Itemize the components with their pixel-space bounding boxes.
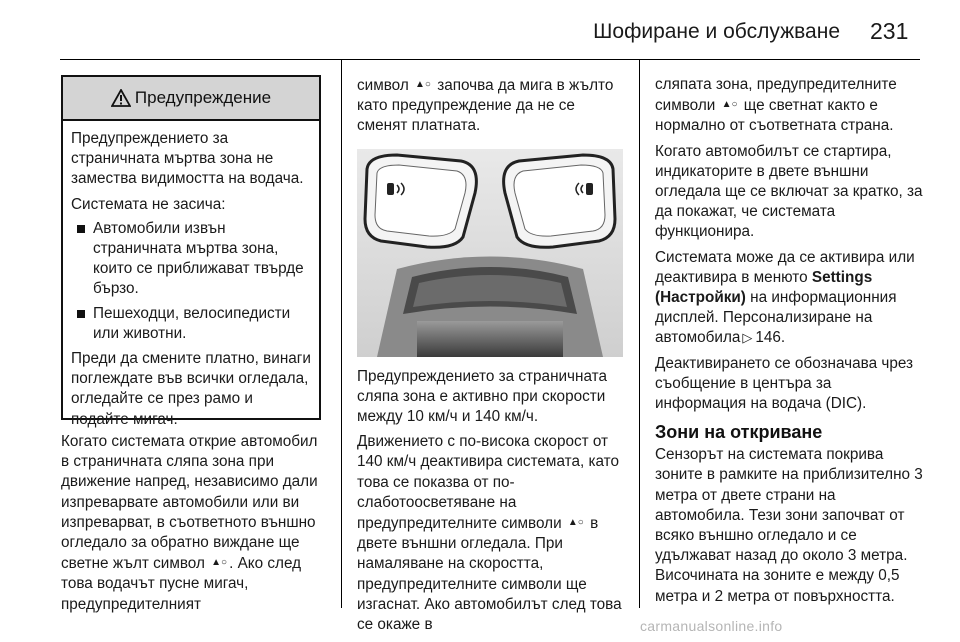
warning-paragraph-2: Системата не засича:: [71, 195, 226, 213]
page-reference-arrow-icon: ▷: [742, 330, 753, 346]
col1-paragraph-1: [61, 432, 329, 615]
column-1-text: [61, 432, 329, 615]
side-mirror-illustration: [357, 149, 623, 357]
header-rule: [60, 59, 920, 60]
col2-p3-part1: Движението с по-висока скорост от 140 км/ч деактивира системата, като това се показва от по-слаботоосветяване на предупредителните символи: [357, 433, 619, 533]
col2-paragraph-2: Предупреждението за страничната сляпа зона е активно при скорости между 10 км/ч и 140 км/ч.: [357, 367, 607, 426]
section-heading: Зони на откриване: [655, 422, 823, 443]
col2-p3-part2: в двете външни огледала. При намаляване на скоростта, предупредителните символи ще изгаснат. Ако автомобилът след това се окаже в: [357, 515, 622, 634]
blind-spot-symbol-icon: ▲○: [211, 557, 228, 569]
running-header-title: Шофиране и обслужване: [593, 20, 840, 43]
blind-spot-symbol-icon: ▲○: [567, 517, 584, 529]
warning-bullet-2-text: Пешеходци, велосипедисти или животни.: [93, 304, 291, 342]
warning-triangle-icon: [111, 89, 131, 107]
col1-p1-part1: Когато системата открие автомобил в страничната сляпа зона при движение напред, независимо дали изпреварвате автомобили или ви изпреварват, в съответното външно огледало за обратно виждане ще светне жълт символ: [61, 433, 318, 573]
blind-spot-symbol-icon: ▲○: [415, 79, 431, 90]
blind-spot-symbol-icon: ▲○: [721, 99, 738, 111]
col3-paragraph-2: Когато автомобилът се стартира, индикаторите в двете външни огледала ще се включат за кратко, за да покажат, че системата функционира.: [655, 142, 923, 241]
warning-bullet-1: [71, 219, 311, 300]
warning-bullet-2: [71, 304, 311, 344]
col2-paragraph-3: [357, 432, 625, 635]
col3-paragraph-3: [655, 248, 923, 349]
col3-p3-part1: Системата може да се активира или деактивира в менюто: [655, 248, 915, 286]
col3-paragraph-4: Деактивирането се обозначава чрез съобщение в центъра за информация на водача (DIC).: [655, 354, 914, 413]
bullet-square-icon: [77, 225, 85, 233]
col3-paragraph-5: Сензорът на системата покрива зоните в рамките на приблизително 3 метра от двете страни на автомобила. Тези зони започват от всяко външно огледало и се удължават назад до около 3 метра. Височината на зоните е между 0,5 метра и 2 метра от повърхността.: [655, 446, 923, 605]
page-reference-link[interactable]: 146.: [755, 329, 786, 347]
settings-menu-name: Settings (Настройки): [655, 268, 873, 307]
warning-box: [61, 75, 321, 428]
col2-p1-part1: символ: [357, 77, 409, 94]
col3-p3-part2: на информационния дисплей. Персонализиране на автомобила: [655, 289, 897, 347]
watermark: carmanualsonline.info: [640, 618, 783, 634]
bullet-square-icon: [77, 310, 85, 318]
column-divider-2: [639, 60, 640, 608]
column-3: [655, 75, 923, 607]
col3-p1-part2: ще светнат както е нормално от съответната страна.: [655, 97, 894, 135]
page-number: 231: [870, 18, 909, 44]
warning-body: [63, 121, 319, 430]
warning-paragraph-1: Предупреждението за страничната мъртва зона не замества видимостта на водача.: [71, 130, 304, 188]
warning-bullet-1-text: Автомобили извън страничната мъртва зона, които се приближават твърде бързо.: [93, 219, 304, 298]
warning-heading: Предупреждение: [134, 88, 272, 107]
col3-paragraph-1: [655, 75, 923, 137]
col2-p1-part2: започва да мига в жълто като предупреждение да не се сменят платната.: [357, 77, 614, 135]
warning-header: [63, 77, 319, 121]
col1-p1-part2: . Ако след това водачът пусне мигач, предупредителният: [61, 555, 302, 613]
col2-paragraph-1: [357, 75, 625, 137]
column-2: [357, 75, 625, 635]
warning-paragraph-3: Преди да смените платно, винаги поглеждате във всички огледала, огледайте се през рамо и подайте мигач.: [71, 350, 311, 428]
column-divider-1: [341, 60, 342, 608]
col3-p1-part1: сляпата зона, предупредителните символи: [655, 76, 897, 115]
